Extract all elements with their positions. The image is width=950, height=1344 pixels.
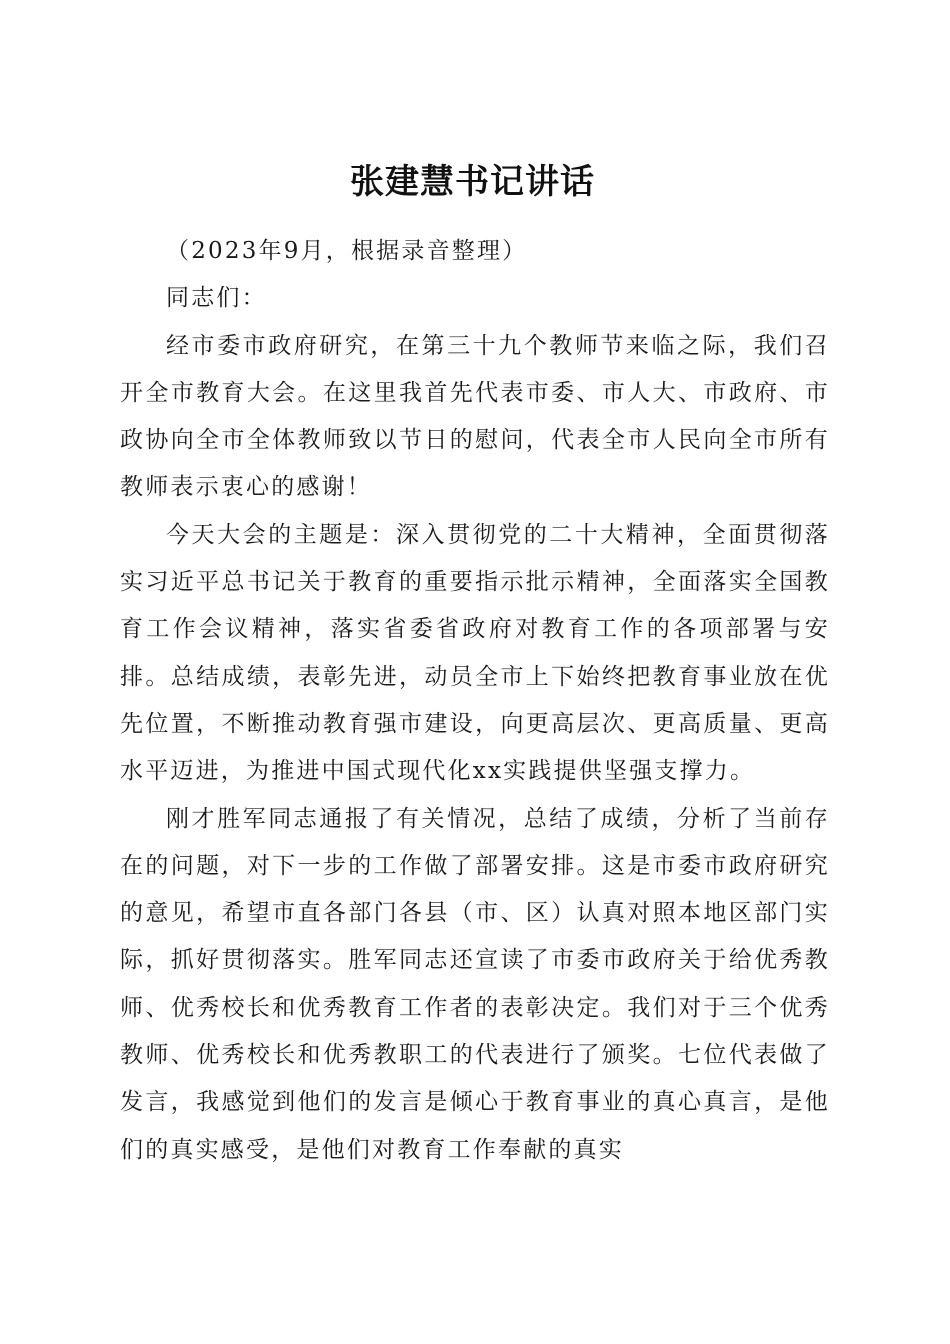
body-paragraph: 今天大会的主题是：深入贯彻党的二十大精神，全面贯彻落实习近平总书记关于教育的重要指示批示精神，全面落实全国教育工作会议精神，落实省委省政府对教育工作的各项部署与安排。总结成绩，表彰先进，动员全市上下始终把教育事业放在优先位置，不断推动教育强市建设，向更高层次、更高质量、更高水平迈进，为推进中国式现代化xx实践提供坚强支撑力。 (120, 521, 830, 785)
salutation: 同志们： (166, 285, 267, 312)
body-paragraph: 刚才胜军同志通报了有关情况，总结了成绩，分析了当前存在的问题，对下一步的工作做了部署安排。这是市委市政府研究的意见，希望市直各部门各县（市、区）认真对照本地区部门实际，抓好贯彻落实。胜军同志还宣读了市委市政府关于给优秀教师、优秀校长和优秀教育工作者的表彰决定。我们对于三个优秀教师、优秀校长和优秀教职工的代表进行了颁奖。七位代表做了发言，我感觉到他们的发言是倾心于教育事业的真心真言，是他们的真实感受，是他们对教育工作奉献的真实 (120, 805, 830, 1163)
document-body (120, 228, 830, 1174)
date-note: （2023年9月，根据录音整理） (166, 238, 528, 264)
document-title: 张建慧书记讲话 (350, 161, 595, 202)
body-paragraph: 经市委市政府研究，在第三十九个教师节来临之际，我们召开全市教育大会。在这里我首先代表市委、市人大、市政府、市政协向全市全体教师致以节日的慰问，代表全市人民向全市所有教师表示衷心的感谢！ (120, 332, 830, 501)
